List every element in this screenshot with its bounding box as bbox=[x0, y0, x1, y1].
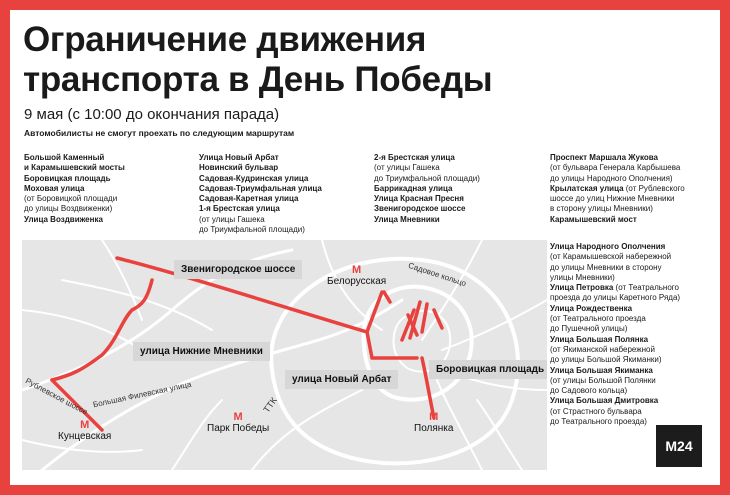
title-line-2: транспорта в День Победы bbox=[23, 60, 493, 99]
metro-icon: M bbox=[429, 411, 439, 423]
infographic-card bbox=[10, 10, 720, 485]
route-item-text: до Пушечной улицы) bbox=[550, 324, 628, 334]
station-label: Кунцевская bbox=[58, 431, 112, 442]
route-item bbox=[550, 335, 680, 345]
route-item bbox=[24, 163, 125, 173]
route-column-5 bbox=[550, 242, 680, 427]
route-item-text: до улицы Народного Ополчения) bbox=[550, 173, 673, 183]
route-item-note: (от Театрального bbox=[613, 283, 679, 293]
route-item bbox=[550, 355, 680, 365]
m24-logo bbox=[656, 425, 702, 467]
route-item-text: Боровицкая площадь bbox=[24, 173, 111, 183]
route-item bbox=[550, 174, 685, 184]
route-item bbox=[550, 273, 680, 283]
road bbox=[172, 400, 222, 470]
route-item-text: Проспект Маршала Жукова bbox=[550, 153, 658, 162]
route-item bbox=[550, 242, 680, 252]
station-belorusskaya bbox=[327, 265, 386, 287]
route-dmitrovka bbox=[422, 304, 427, 332]
metro-icon: M bbox=[233, 411, 243, 423]
route-item bbox=[550, 293, 680, 303]
street-sadovoe: Садовое кольцо bbox=[407, 260, 468, 289]
route-item-text: шоссе до улиц Нижние Мневники bbox=[550, 194, 675, 204]
route-item bbox=[374, 153, 480, 163]
route-item bbox=[550, 283, 680, 293]
route-item-text: до улицы Мневники в сторону bbox=[550, 262, 662, 272]
route-item bbox=[550, 194, 685, 204]
street-rublevskoe: Рублевское шоссе bbox=[23, 376, 90, 417]
route-item-text: (от Страстного бульвара bbox=[550, 406, 642, 416]
metro-icon: M bbox=[80, 419, 90, 431]
route-item-text: до Триумфальной площади) bbox=[199, 225, 305, 235]
route-item bbox=[550, 396, 680, 406]
route-item bbox=[24, 194, 125, 204]
route-item bbox=[550, 386, 680, 396]
route-item bbox=[374, 215, 480, 225]
station-park-pobedy bbox=[207, 412, 269, 434]
label-borovitskaya: Боровицкая площадь bbox=[429, 360, 547, 379]
road bbox=[477, 400, 522, 470]
route-item-text: Баррикадная улица bbox=[374, 183, 453, 193]
route-item bbox=[550, 252, 680, 262]
route-item-text: Садовая-Каретная улица bbox=[199, 194, 299, 204]
route-item bbox=[24, 174, 125, 184]
route-item bbox=[550, 304, 680, 314]
route-item-text: Улица Рождественка bbox=[550, 303, 633, 313]
route-item bbox=[374, 174, 480, 184]
route-item-text: Садовая-Триумфальная улица bbox=[199, 183, 322, 193]
route-item bbox=[550, 215, 685, 225]
route-item-text: проезда до улицы Каретного Ряда) bbox=[550, 293, 681, 303]
intro-text: Автомобилисты не смогут проехать по следующим маршрутам bbox=[24, 128, 295, 138]
street-ttk: ТТК bbox=[261, 395, 279, 415]
route-item bbox=[199, 215, 322, 225]
logo-text: M24 bbox=[665, 438, 693, 454]
route-item bbox=[550, 314, 680, 324]
route-item bbox=[24, 184, 125, 194]
route-item bbox=[550, 153, 685, 163]
route-item bbox=[199, 204, 322, 214]
route-item-text: Улица Мневники bbox=[374, 214, 440, 224]
route-item-text: Улица Петровка bbox=[550, 283, 614, 293]
route-item-text: Улица Красная Пресня bbox=[374, 194, 464, 204]
route-item-text: до Триумфальной площади) bbox=[374, 173, 480, 183]
route-column-2 bbox=[199, 153, 322, 235]
route-item-note: (от Рублевского bbox=[623, 183, 685, 193]
route-item-text: 2-я Брестская улица bbox=[374, 153, 455, 162]
route-item-text: (от Карамышевской набережной bbox=[550, 252, 672, 262]
route-item bbox=[550, 345, 680, 355]
street-filevskaya: Большая Филевская улица bbox=[92, 379, 193, 410]
route-item bbox=[199, 174, 322, 184]
route-item-text: Моховая улица bbox=[24, 183, 85, 193]
route-item-text: (от улицы Гашека bbox=[374, 163, 440, 173]
page-title bbox=[23, 20, 583, 100]
route-item bbox=[550, 184, 685, 194]
route-item bbox=[550, 263, 680, 273]
route-column-4 bbox=[550, 153, 685, 225]
route-item-text: Улица Большая Дмитровка bbox=[550, 396, 659, 406]
route-item-text: Улица Новый Арбат bbox=[199, 153, 279, 162]
route-item bbox=[374, 194, 480, 204]
route-item bbox=[374, 163, 480, 173]
route-item bbox=[199, 163, 322, 173]
metro-icon: M bbox=[352, 264, 362, 276]
station-polyanka bbox=[414, 412, 453, 434]
route-item-text: Большой Каменный bbox=[24, 153, 105, 162]
route-item-text: улицы Мневники) bbox=[550, 272, 615, 282]
route-item-text: Улица Большая Полянка bbox=[550, 334, 649, 344]
route-item-text: (от улицы Гашека bbox=[199, 214, 265, 224]
route-item bbox=[550, 407, 680, 417]
route-column-3 bbox=[374, 153, 480, 225]
route-item-text: до Театрального проезда) bbox=[550, 417, 647, 427]
route-item-text: (от улицы Большой Полянки bbox=[550, 375, 656, 385]
route-item bbox=[24, 204, 125, 214]
route-item-text: (от бульвара Генерала Карбышева bbox=[550, 163, 681, 173]
route-item-text: Крылатская улица bbox=[550, 183, 624, 193]
route-item-text: (от Якиманской набережной bbox=[550, 344, 655, 354]
route-item bbox=[199, 153, 322, 163]
route-item bbox=[199, 225, 322, 235]
route-item-text: до Садового кольца) bbox=[550, 386, 628, 396]
route-item-text: до улицы Большой Якиманки) bbox=[550, 355, 662, 365]
route-item-text: (от Театрального проезда bbox=[550, 314, 646, 324]
route-item bbox=[374, 184, 480, 194]
route-item bbox=[550, 366, 680, 376]
route-item-text: 1-я Брестская улица bbox=[199, 204, 280, 214]
route-item bbox=[199, 194, 322, 204]
route-item-text: и Карамышевский мосты bbox=[24, 163, 125, 173]
label-novy-arbat: улица Новый Арбат bbox=[285, 370, 398, 389]
station-kuntsevskaya bbox=[58, 420, 111, 442]
route-item bbox=[199, 184, 322, 194]
label-zvenigorodskoe: Звенигородское шоссе bbox=[174, 260, 302, 279]
station-label: Парк Победы bbox=[207, 423, 270, 434]
route-item-text: Новинский бульвар bbox=[199, 163, 279, 173]
route-item-text: Карамышевский мост bbox=[550, 214, 637, 224]
route-item bbox=[550, 324, 680, 334]
station-label: Полянка bbox=[414, 423, 454, 434]
route-item-text: Звенигородское шоссе bbox=[374, 204, 466, 214]
route-item bbox=[24, 215, 125, 225]
route-column-1 bbox=[24, 153, 125, 225]
route-item-text: в сторону улицы Мневники) bbox=[550, 204, 653, 214]
route-item-text: Улица Большая Якиманка bbox=[550, 365, 653, 375]
subtitle: 9 мая (с 10:00 до окончания парада) bbox=[24, 106, 280, 123]
label-mnevniki: улица Нижние Мневники bbox=[133, 342, 270, 361]
route-item bbox=[550, 163, 685, 173]
route-item-text: Улица Народного Ополчения bbox=[550, 242, 666, 251]
route-item-text: до улицы Воздвиженки) bbox=[24, 204, 113, 214]
route-item bbox=[374, 204, 480, 214]
station-label: Белорусская bbox=[327, 276, 387, 287]
route-item bbox=[24, 153, 125, 163]
title-line-1: Ограничение движения bbox=[23, 20, 427, 59]
route-item-text: Улица Воздвиженка bbox=[24, 214, 103, 224]
route-item-text: Садовая-Кудринская улица bbox=[199, 173, 309, 183]
route-item bbox=[550, 204, 685, 214]
route-item-text: (от Боровицкой площади bbox=[24, 194, 118, 204]
route-item bbox=[550, 376, 680, 386]
map bbox=[22, 240, 547, 470]
